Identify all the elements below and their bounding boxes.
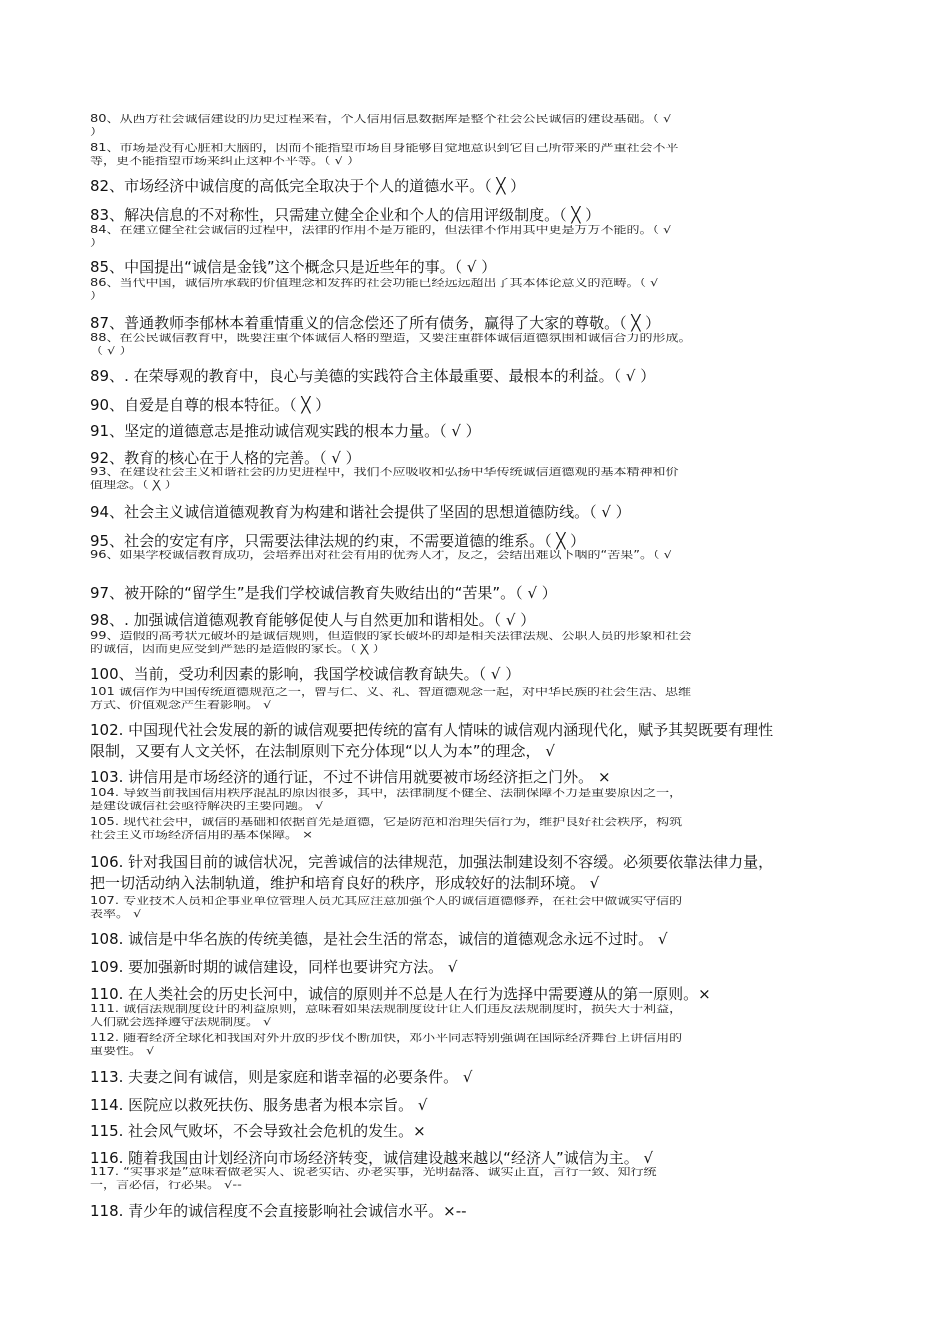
item-109: 109. 要加强新时期的诚信建设，同样也要讲究方法。 √ [90, 958, 458, 976]
item-110: 110. 在人类社会的历史长河中，诚信的原则并不总是人在行为选择中需要遵从的第一原则。× [90, 985, 711, 1003]
item-102: 102. 中国现代社会发展的新的诚信观要把传统的富有人情味的诚信观内涵现代化，赋予其契既要有理性 [90, 721, 774, 739]
item-111-tail: 人们就会选择遵守法规制度。 √ [90, 1017, 272, 1028]
item-117: 117. “实事求是”意味着做老实人、说老实话、办老实事，光明磊落、诚实正直，言行一致、知行统 [90, 1167, 657, 1178]
item-115: 115. 社会风气败坏，不会导致社会危机的发生。× [90, 1122, 426, 1140]
item-88: 88、在公民诚信教育中，既要注重个体诚信人格的塑造，又要注重群体诚信道德氛围和诚信合力的形成。 [90, 333, 692, 344]
item-112-tail: 重要性。 √ [90, 1046, 155, 1057]
item-88-tail: （ √ ） [90, 346, 133, 357]
item-114: 114. 医院应以救死扶伤、服务患者为根本宗旨。 √ [90, 1096, 428, 1114]
item-107-tail: 表率。 √ [90, 909, 142, 920]
item-113: 113. 夫妻之间有诚信，则是家庭和谐幸福的必要条件。 √ [90, 1068, 473, 1086]
item-81: 81、市场是没有心脏和大脑的，因而不能指望市场自身能够自觉地意识到它自己所带来的严重社会不平 [90, 143, 679, 154]
item-112: 112. 随着经济全球化和我国对外开放的步伐不断加快，邓小平同志特别强调在国际经济舞台上讲信用的 [90, 1033, 683, 1044]
item-117-tail: 一，言必信，行必果。 √-- [90, 1180, 242, 1191]
item-92: 92、教育的核心在于人格的完善。（ √ ） [90, 449, 361, 467]
item-102-tail: 限制，又要有人文关怀，在法制原则下充分体现“以人为本”的理念， √ [90, 742, 555, 760]
item-105-tail: 社会主义市场经济信用的基本保障。 × [90, 830, 314, 841]
item-118: 118. 青少年的诚信程度不会直接影响社会诚信水平。×-- [90, 1202, 467, 1220]
item-101: 101 诚信作为中国传统道德规范之一，曾与仁、义、礼、智道德观念一起，对中华民族的社会生活、思维 [90, 687, 691, 698]
item-85: 85、中国提出“诚信是金钱”这个概念只是近些年的事。（ √ ） [90, 258, 497, 276]
item-95: 95、社会的安定有序，只需要法律法规的约束，不需要道德的维系。（ ╳ ） [90, 532, 586, 550]
item-99-tail: 的诚信，因而更应受到严惩的是造假的家长。（ ╳ ） [90, 644, 386, 655]
item-86-tail: ） [90, 291, 104, 302]
item-84: 84、在建立健全社会诚信的过程中，法律的作用不是万能的，但法律不作用其中更是万万不能的。（ √ [90, 225, 672, 236]
item-106-tail: 把一切活动纳入法制轨道，维护和培育良好的秩序，形成较好的法制环境。 √ [90, 874, 600, 892]
item-107: 107. 专业技术人员和企事业单位管理人员尤其应注意加强个人的诚信道德修养，在社会中做诚实守信的 [90, 896, 683, 907]
item-96: 96、如果学校诚信教育成功，会培养出对社会有用的优秀人才，反之，会结出难以下咽的“苦果”。（ √ [90, 550, 672, 561]
item-100: 100、当前，受功利因素的影响，我国学校诚信教育缺失。（ √ ） [90, 665, 521, 683]
item-104: 104. 导致当前我国信用秩序混乱的原因很多，其中，法律制度不健全、法制保障不力是重要原因之一， [90, 788, 683, 799]
item-105: 105. 现代社会中，诚信的基础和依据首先是道德，它是防范和治理失信行为，维护良好社会秩序，构筑 [90, 817, 683, 828]
item-90: 90、自爱是自尊的根本特征。（ ╳ ） [90, 396, 331, 414]
item-89: 89、. 在荣辱观的教育中，良心与美德的实践符合主体最重要、最根本的利益。（ √ ） [90, 367, 656, 385]
item-111: 111. 诚信法规制度设计的利益原则，意味着如果法规制度设计让人们违反法规制度时，损失大于利益， [90, 1004, 683, 1015]
item-80-tail: ） [90, 127, 104, 138]
item-91: 91、坚定的道德意志是推动诚信观实践的根本力量。（ √ ） [90, 422, 481, 440]
item-116: 116. 随着我国由计划经济向市场经济转变，诚信建设越来越以“经济人”诚信为主。 √ [90, 1149, 654, 1167]
item-103: 103. 讲信用是市场经济的通行证，不过不讲信用就要被市场经济拒之门外。 × [90, 768, 611, 786]
item-81-tail: 等，更不能指望市场来纠正这种不平等。（ √ ） [90, 156, 361, 167]
item-83: 83、解决信息的不对称性，只需建立健全企业和个人的信用评级制度。（ ╳ ） [90, 206, 601, 224]
item-98: 98、. 加强诚信道德观教育能够促使人与自然更加和谐相处。（ √ ） [90, 611, 536, 629]
item-84-tail: ） [90, 238, 104, 249]
item-104-tail: 是建设诚信社会亟待解决的主要问题。 √ [90, 801, 324, 812]
item-82: 82、市场经济中诚信度的高低完全取决于个人的道德水平。（ ╳ ） [90, 177, 526, 195]
item-94: 94、社会主义诚信道德观教育为构建和谐社会提供了坚固的思想道德防线。（ √ ） [90, 503, 631, 521]
item-99: 99、造假的高考状元破坏的是诚信规则，但造假的家长破坏的却是相关法律法规、公职人员的形象和社会 [90, 631, 692, 642]
item-93: 93、在建设社会主义和谐社会的历史进程中，我们不应吸收和弘扬中华传统诚信道德观的基本精神和价 [90, 467, 679, 478]
item-97: 97、被开除的“留学生”是我们学校诚信教育失败结出的“苦果”。（ √ ） [90, 584, 557, 602]
item-93-tail: 值理念。（ ╳ ） [90, 480, 178, 491]
item-101-tail: 方式、价值观念产生着影响。 √ [90, 700, 272, 711]
item-108: 108. 诚信是中华名族的传统美德，是社会生活的常态，诚信的道德观念永远不过时。 √ [90, 930, 668, 948]
item-106: 106. 针对我国目前的诚信状况，完善诚信的法律规范，加强法制建设刻不容缓。必须要依靠法律力量， [90, 853, 774, 871]
item-86: 86、当代中国，诚信所承载的价值理念和发挥的社会功能已经远远超出了其本体论意义的范畴。（ √ [90, 278, 659, 289]
item-87: 87、普通教师李郁林本着重情重义的信念偿还了所有债务，赢得了大家的尊敬。（ ╳ ） [90, 314, 661, 332]
item-80: 80、从西方社会诚信建设的历史过程来看，个人信用信息数据库是整个社会公民诚信的建设基础。（ √ [90, 114, 672, 125]
